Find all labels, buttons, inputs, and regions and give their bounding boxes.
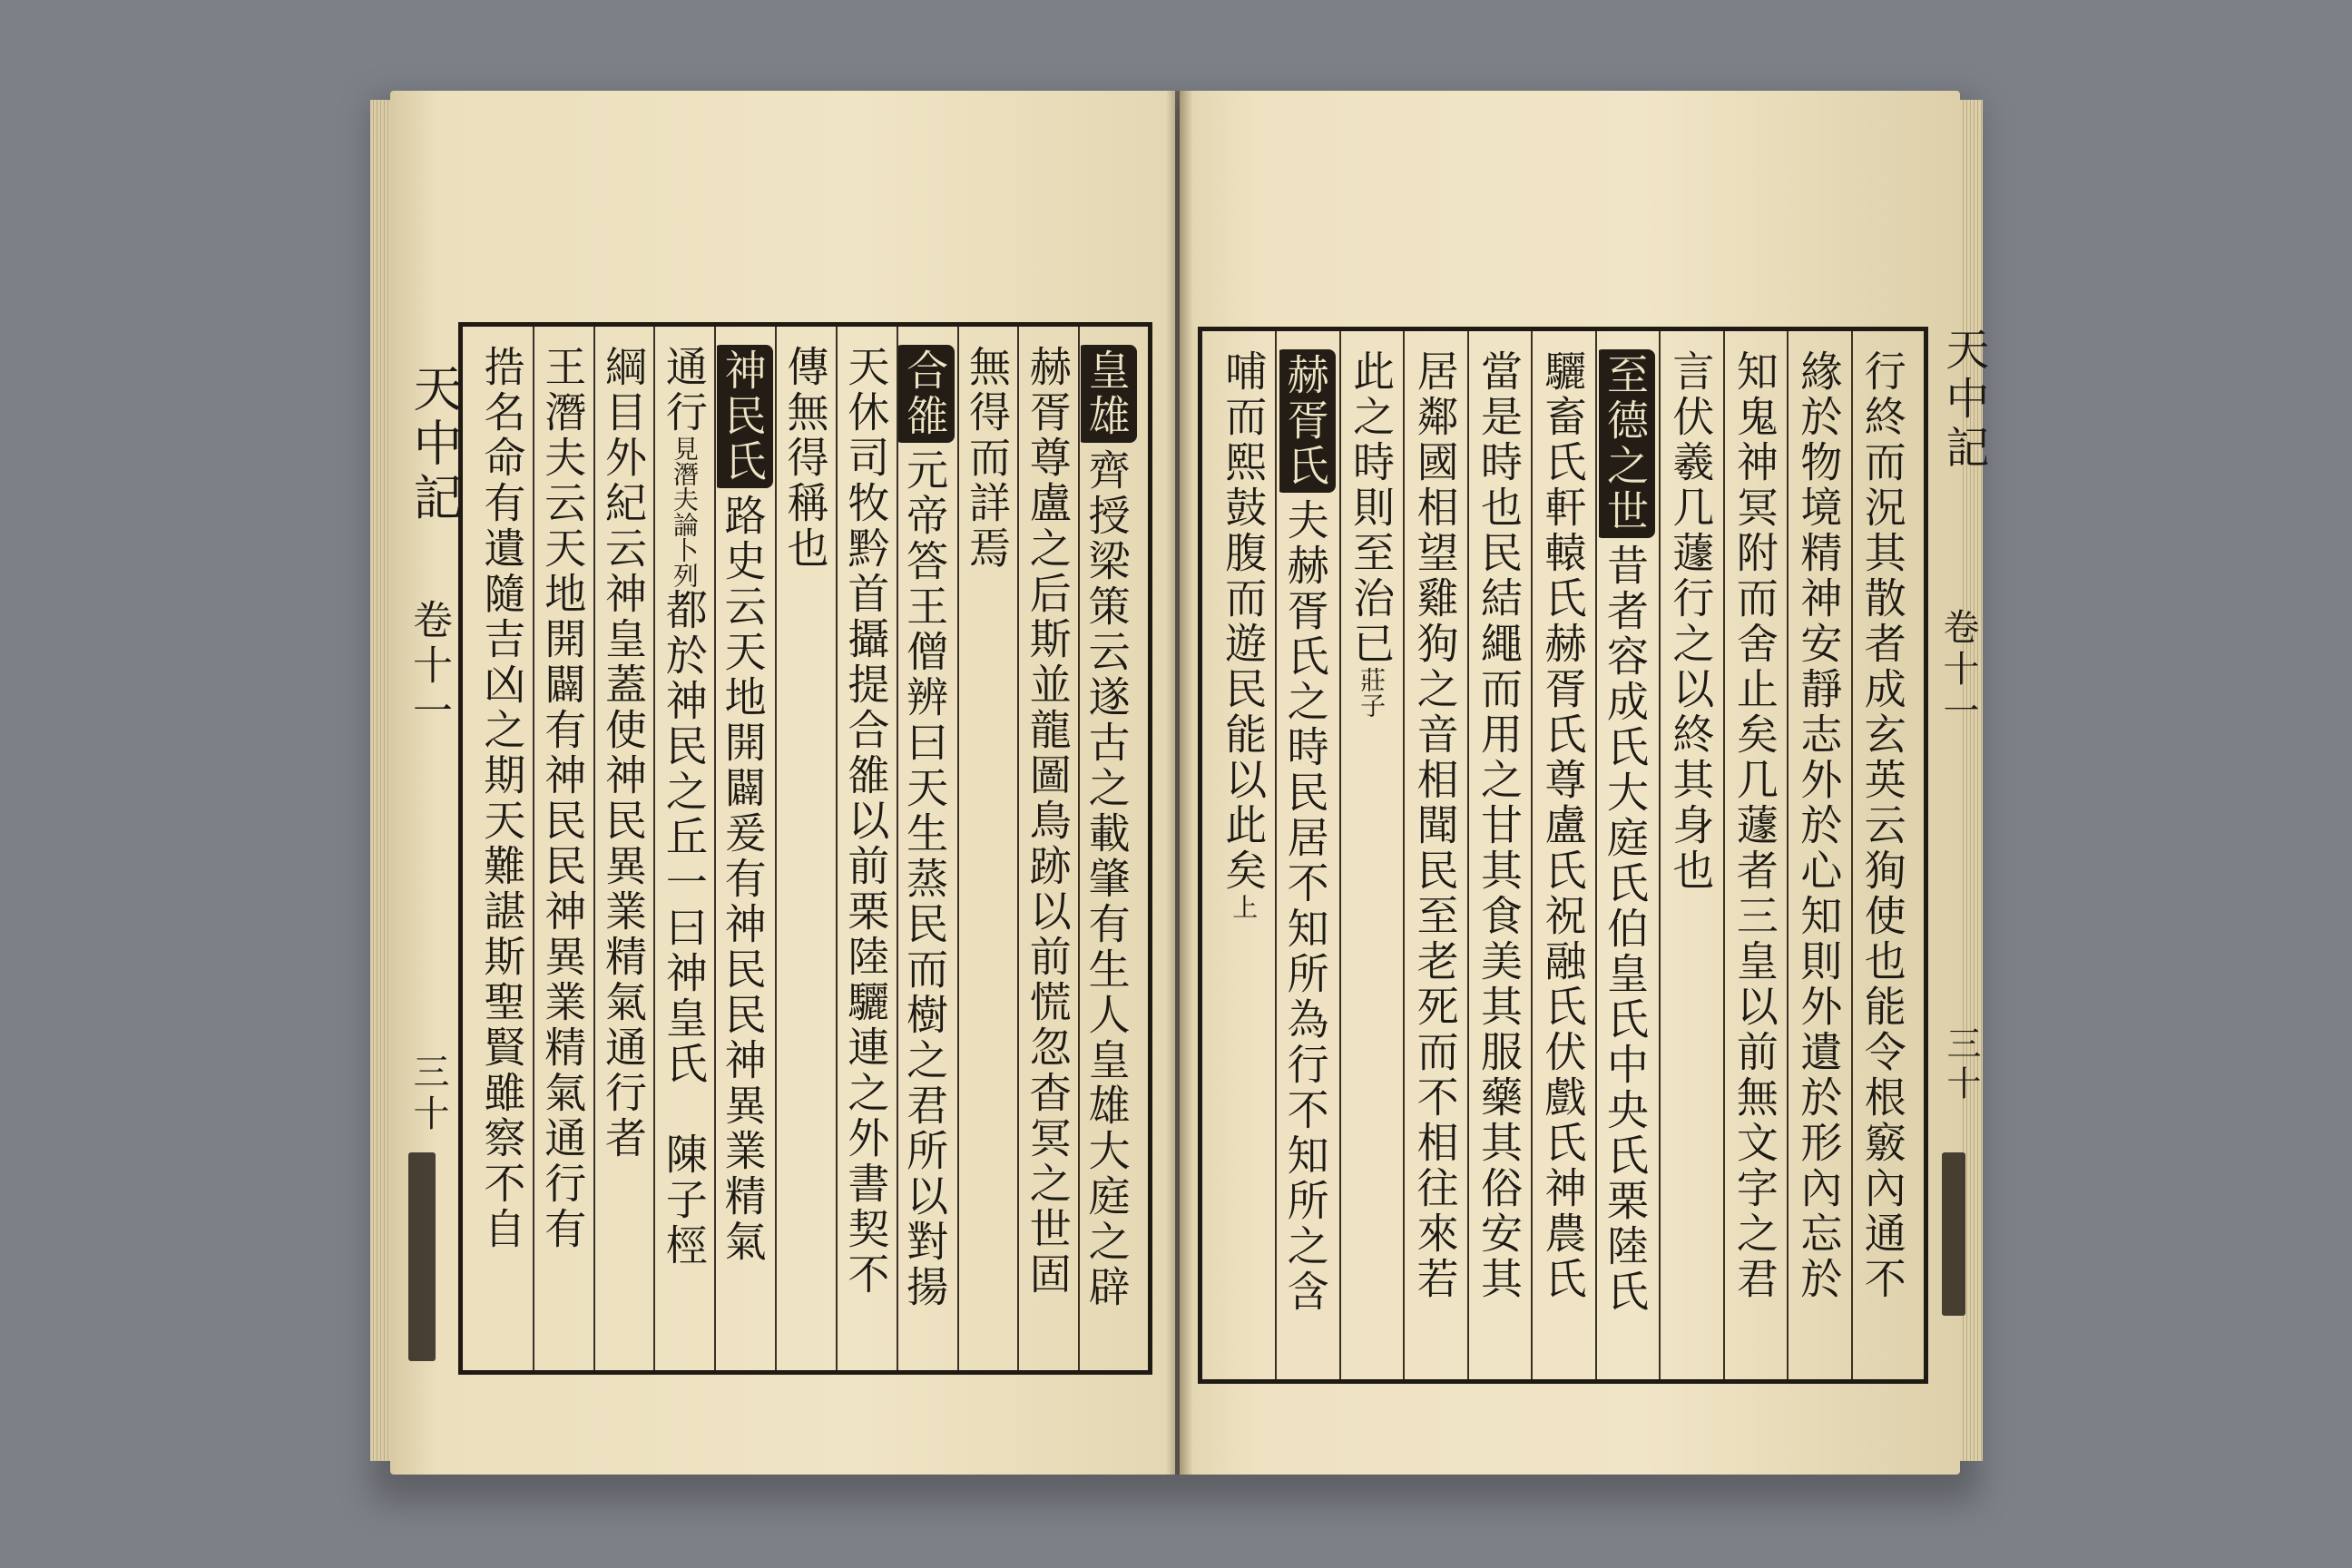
column-text: 當是時也民結繩而用之甘其食美其服藥其俗安其 [1475,349,1524,1302]
left-page-column [898,345,955,1357]
left-page-column [1020,345,1076,1357]
column-text: 居鄰國相望雞狗之音相聞民至老死而不相往來若 [1410,349,1460,1302]
column-rule [1659,331,1661,1379]
section-heading-label: 赫胥氏 [1279,349,1336,493]
column-rule [1851,331,1853,1379]
left-margin-ink-block [408,1152,436,1361]
left-page-column [959,345,1015,1357]
left-page-column [778,345,834,1357]
column-text: 無得而詳焉 [962,345,1012,572]
column-text: 昔者容成氏大庭氏伯皇氏中央氏栗陸氏 [1600,544,1650,1315]
column-rule [1787,331,1788,1379]
right-page-column [1279,349,1336,1366]
column-text: 齊授梁策云遂古之載肇有生人皇雄大庭之辟 [1082,448,1132,1310]
column-rule [593,327,595,1370]
column-rule [1467,331,1469,1379]
column-text: 夫赫胥氏之時民居不知所為行不知所之含 [1280,498,1330,1315]
column-text: 傳無得稱也 [780,345,830,572]
column-rule [957,327,959,1370]
column-text: 天休司牧黔首攝提合雒以前栗陸驪連之外書契不 [841,345,891,1298]
section-heading-label: 神民氏 [717,345,773,488]
column-text: 哺而熙鼓腹而遊民能以此矣 [1219,349,1269,894]
column-rule [836,327,838,1370]
column-text: 緣於物境精神安靜志外於心知則外遺於形內忘於 [1794,349,1844,1302]
right-margin-volume: 卷十一 [1937,608,1979,733]
right-page-column [1790,349,1847,1366]
right-page-column [1727,349,1783,1366]
column-rule [1078,327,1080,1370]
right-page-column [1535,349,1592,1366]
column-text-tail: 都於神民之丘一曰神皇氏 陳子桱 [659,588,709,1269]
column-annotation: 上 [1229,894,1259,919]
left-page-column [595,345,652,1357]
column-rule [533,327,534,1370]
right-margin-title: 天中記 [1938,327,1989,474]
column-text: 行終而況其散者成玄英云狥使也能令根竅內通不 [1857,349,1907,1302]
column-rule [653,327,655,1370]
column-rule [714,327,716,1370]
right-page-column [1407,349,1464,1366]
column-text: 驪畜氏軒轅氏赫胥氏尊盧氏祝融氏伏戲氏神農氏 [1538,349,1588,1302]
right-page-column [1599,349,1655,1366]
left-page-column [838,345,894,1357]
column-annotation: 見潛夫論卜列 [669,436,700,588]
left-page-column [1081,345,1137,1357]
column-rule [1723,331,1725,1379]
column-text: 綱目外紀云神皇蓋使神民異業精氣通行者 [599,345,649,1161]
column-text: 通行 [659,345,709,436]
column-text: 王潛夫云天地開闢有神民民神異業精氣通行有 [538,345,588,1252]
column-text: 捁名命有遺隨吉凶之期天難諶斯聖賢雖察不自 [477,345,527,1252]
left-page-column [534,345,591,1357]
right-page-column [1855,349,1911,1366]
column-text: 元帝答王僧辨曰天生蒸民而樹之君所以對揚 [900,448,950,1310]
right-page-column [1343,349,1399,1366]
section-heading-label: 合雒 [898,345,955,443]
book-gutter [1166,91,1193,1475]
column-rule [1339,331,1341,1379]
column-annotation: 莊子 [1357,667,1387,718]
right-page-column [1215,349,1271,1366]
right-text-frame [1198,327,1928,1384]
left-page-column [474,345,530,1357]
left-page-column [717,345,773,1357]
column-text: 言伏羲几蘧行之以終其身也 [1666,349,1716,894]
right-page-column [1471,349,1527,1366]
right-page-column [1662,349,1719,1366]
column-rule [1531,331,1533,1379]
column-rule [1403,331,1405,1379]
column-rule [1275,331,1277,1379]
right-margin-page: 三十 [1941,1025,1981,1105]
left-margin-page: 三十 [407,1053,449,1136]
left-margin-volume: 卷十一 [406,599,452,735]
column-rule [1017,327,1019,1370]
column-text: 知鬼神冥附而舍止矣几蘧者三皇以前無文字之君 [1730,349,1779,1302]
left-margin-title: 天中記 [406,363,463,526]
right-margin-ink-block [1942,1152,1965,1316]
column-text: 路史云天地開闢爰有神民民神異業精氣 [718,494,768,1265]
left-text-frame [458,322,1152,1375]
column-rule [897,327,898,1370]
column-text: 此之時則至治已 [1347,349,1396,667]
column-rule [775,327,777,1370]
section-heading-label: 皇雄 [1081,345,1137,443]
left-page-edge [370,100,390,1461]
section-heading-label: 至德之世 [1599,349,1655,538]
left-page-column [656,345,712,1357]
column-text: 赫胥尊盧之后斯並龍圖鳥跡以前慌忽杳冥之世固 [1023,345,1073,1298]
column-rule [1595,331,1597,1379]
